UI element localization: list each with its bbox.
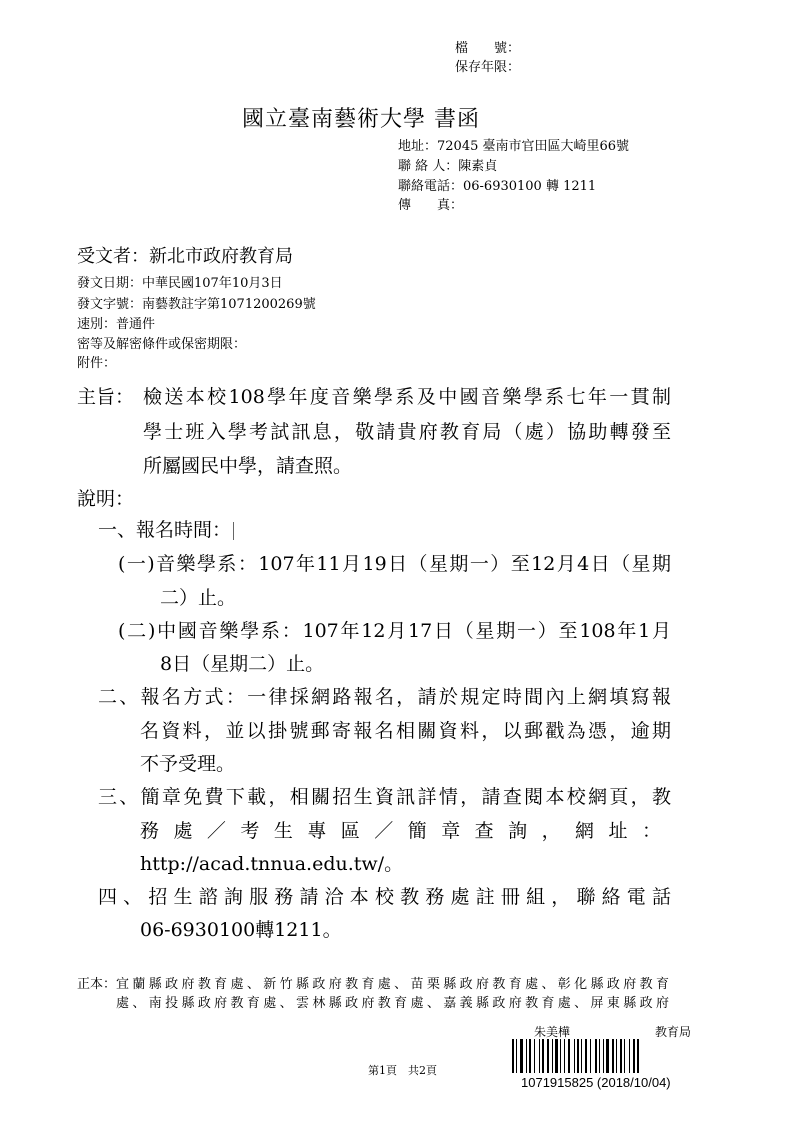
sender-phone: 聯絡電話：06-6930100 轉 1211 — [398, 179, 597, 194]
barcode-bar — [595, 1039, 597, 1073]
barcode-bar — [516, 1039, 517, 1073]
document-number: 發文字號：南藝教註字第1071200269號 — [77, 297, 316, 312]
barcode-bar — [574, 1039, 575, 1073]
barcode-bar — [620, 1039, 622, 1073]
barcode-bar — [539, 1039, 540, 1073]
barcode-bar — [512, 1039, 514, 1073]
item-1-sub-2-line-1: (二)中國音樂學系：107年12月17日（星期一）至108年1月 — [118, 620, 671, 642]
copies-line-2: 處、南投縣政府教育處、雲林縣政府教育處、嘉義縣政府教育處、屏東縣政府 — [116, 996, 669, 1011]
barcode-bar — [529, 1039, 531, 1073]
subject-line-3: 所屬國民中學，請查照。 — [143, 455, 353, 477]
recipient: 受文者：新北市政府教育局 — [77, 246, 293, 267]
barcode-bar — [568, 1039, 570, 1073]
barcode-bar — [590, 1039, 591, 1073]
subject-line-1: 檢送本校108學年度音樂學系及中國音樂學系七年一貫制 — [143, 386, 671, 408]
barcode-bar — [612, 1039, 614, 1073]
barcode-bar — [555, 1039, 558, 1073]
item-2-line-1: 二、報名方式：一律採網路報名，請於規定時間內上網填寫報 — [98, 686, 671, 708]
file-number-label: 檔 號： — [455, 41, 521, 56]
explanation-label: 說明： — [77, 488, 135, 510]
attachment: 附件： — [77, 356, 117, 371]
barcode-bar — [603, 1039, 604, 1073]
item-3-website-url[interactable]: http://acad.tnnua.edu.tw/。 — [140, 853, 404, 875]
item-1-sub-2-line-2: 8日（星期二）止。 — [160, 653, 325, 675]
barcode-bar — [542, 1039, 544, 1073]
secrecy-level: 密等及解密條件或保密期限： — [77, 337, 247, 352]
item-3-line-2: 務處／考生專區／簡章查詢，網址： — [140, 820, 671, 842]
item-1-heading: 一、報名時間： — [98, 514, 234, 547]
item-2-line-3: 不予受理。 — [140, 753, 236, 775]
item-3-line-1: 三、簡章免費下載，相關招生資訊詳情，請查閱本校網頁，教 — [98, 786, 671, 808]
barcode-bar — [624, 1039, 625, 1073]
barcode-bar — [585, 1039, 587, 1073]
sender-contact: 聯 絡 人：陳素貞 — [398, 159, 498, 174]
item-1-sub-1-line-2: 二）止。 — [160, 587, 237, 609]
item-2-line-2: 名資料，並以掛號郵寄報名相關資料，以郵戳為憑，逾期 — [140, 720, 671, 742]
subject-line-2: 學士班入學考試訊息，敬請貴府教育局（處）協助轉發至 — [143, 421, 671, 443]
retention-period-label: 保存年限： — [455, 60, 521, 75]
sender-fax: 傳 真： — [398, 198, 464, 213]
barcode-bars — [512, 1039, 698, 1073]
item-1-sub-1-line-1: (一)音樂學系：107年11月19日（星期一）至12月4日（星期 — [118, 553, 671, 575]
barcode-bar — [520, 1039, 523, 1073]
item-4-line-1: 四、招生諮詢服務請洽本校教務處註冊組，聯絡電話 — [98, 886, 671, 908]
copies-line-1: 宜蘭縣政府教育處、新竹縣政府教育處、苗栗縣政府教育處、彰化縣政府教育 — [116, 977, 669, 992]
barcode-bar — [606, 1039, 609, 1073]
text-cursor — [233, 522, 234, 540]
barcode-name: 朱美樺 — [534, 1025, 571, 1039]
document-title: 國立臺南藝術大學 書函 — [242, 107, 480, 132]
barcode-bar — [599, 1039, 600, 1073]
barcode-bar — [633, 1039, 635, 1073]
barcode-bar — [629, 1039, 630, 1073]
barcode-bar — [581, 1039, 582, 1073]
barcode-bar — [637, 1039, 639, 1073]
barcode-bar — [547, 1039, 549, 1073]
barcode-bar — [564, 1039, 565, 1073]
subject-label: 主旨： — [77, 386, 135, 408]
barcode-bar — [534, 1039, 535, 1073]
barcode-bar — [577, 1039, 579, 1073]
barcode-bar — [552, 1039, 553, 1073]
delivery-speed: 速別：普通件 — [77, 317, 156, 332]
barcode-block — [512, 1023, 698, 1091]
barcode-number: 1071915825 (2018/10/04) — [521, 1075, 671, 1090]
page-number: 第1頁 共2頁 — [368, 1064, 437, 1077]
item-4-line-2: 06-6930100轉1211。 — [140, 919, 342, 941]
barcode-bar — [560, 1039, 561, 1073]
sender-address: 地址：72045 臺南市官田區大崎里66號 — [398, 139, 630, 154]
barcode-department: 教育局 — [655, 1025, 692, 1039]
barcode-bar — [616, 1039, 617, 1073]
issue-date: 發文日期：中華民國107年10月3日 — [77, 276, 283, 291]
barcode-bar — [526, 1039, 527, 1073]
copies-label: 正本： — [77, 977, 117, 992]
